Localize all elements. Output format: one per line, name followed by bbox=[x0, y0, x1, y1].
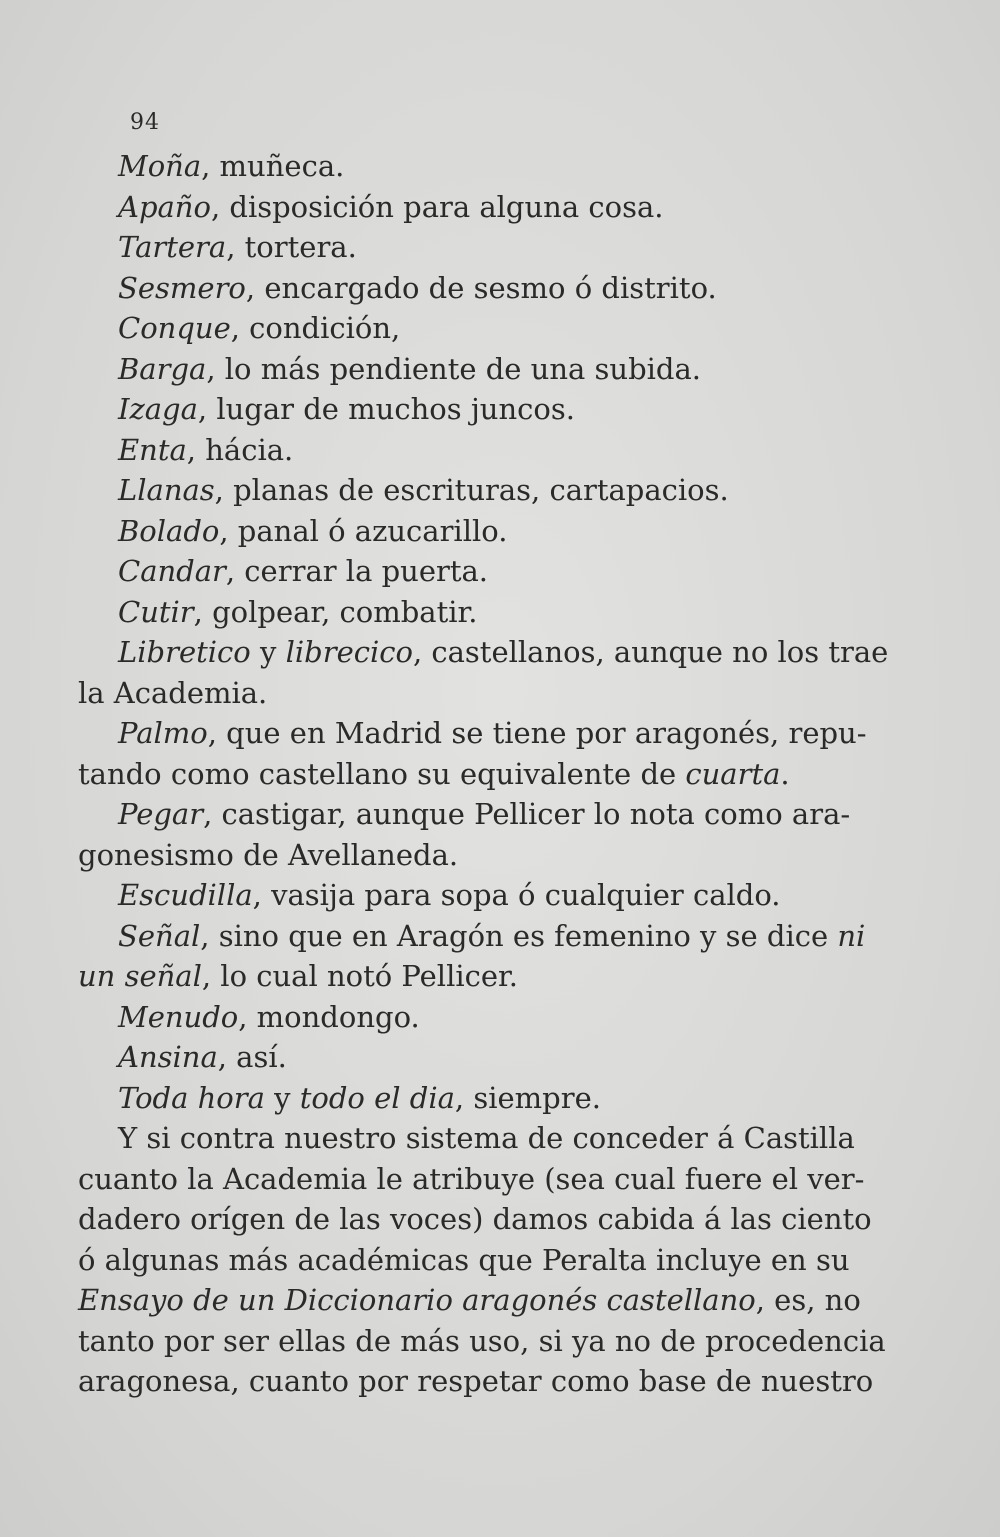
glossary-term: Tartera bbox=[118, 230, 227, 264]
paragraph-line: Y si contra nuestro sistema de conceder á Castilla bbox=[118, 1121, 855, 1155]
list-item bbox=[78, 551, 878, 592]
glossary-definition: , mondongo. bbox=[238, 999, 420, 1034]
list-item bbox=[78, 146, 878, 187]
glossary-definition: , disposición para alguna cosa. bbox=[210, 189, 664, 224]
glossary-term: librecico bbox=[285, 635, 413, 669]
list-item bbox=[78, 713, 878, 794]
entry-line: la Academia. bbox=[78, 675, 268, 710]
list-item bbox=[78, 227, 878, 268]
glossary-term: todo el dia bbox=[299, 1080, 455, 1115]
glossary-definition: , panal ó azucarillo. bbox=[219, 513, 508, 548]
glossary-definition: , sino que en Aragón es femenino y se dice bbox=[200, 918, 838, 953]
entry-line bbox=[78, 956, 878, 997]
paragraph-line bbox=[78, 1280, 878, 1321]
glossary-term: Ansina bbox=[118, 1040, 218, 1074]
entry-line bbox=[78, 632, 889, 673]
list-item bbox=[78, 1037, 878, 1078]
glossary-definition: , condición, bbox=[230, 311, 401, 345]
list-item bbox=[78, 430, 878, 471]
paragraph-line: aragonesa, cuanto por respetar como base de nuestro bbox=[78, 1364, 874, 1398]
glossary-term: Escudilla bbox=[118, 878, 253, 912]
glossary-term: Señal bbox=[118, 918, 201, 953]
entry-line: gonesismo de Avellaneda. bbox=[78, 837, 459, 872]
list-item bbox=[78, 916, 878, 997]
glossary-term: Menudo bbox=[118, 999, 239, 1034]
entry-line bbox=[78, 794, 878, 835]
italic-word: ni bbox=[837, 918, 866, 953]
glossary-term: Moña bbox=[118, 149, 202, 183]
glossary-term: Sesmero bbox=[118, 270, 246, 305]
glossary-definition: , lugar de muchos juncos. bbox=[197, 392, 575, 426]
glossary-definition: , que en Madrid se tiene por aragonés, repu- bbox=[207, 716, 867, 750]
entry-line bbox=[78, 754, 878, 795]
glossary-definition: , cerrar la puerta. bbox=[225, 554, 489, 588]
list-item bbox=[78, 511, 878, 552]
glossary-definition: , lo más pendiente de una subida. bbox=[206, 351, 701, 386]
punctuation: . bbox=[780, 756, 790, 791]
glossary-term: Toda hora bbox=[118, 1080, 265, 1115]
list-item bbox=[78, 187, 878, 228]
glossary-definition: , así. bbox=[217, 1040, 287, 1074]
paragraph-line: ó algunas más académicas que Peralta incluye en su bbox=[78, 1242, 850, 1277]
body-paragraph bbox=[78, 1118, 886, 1402]
glossary-definition: , castigar, aunque Pellicer lo nota como ara- bbox=[203, 797, 851, 831]
italic-word: cuarta bbox=[685, 756, 781, 791]
list-item bbox=[78, 632, 889, 713]
glossary-term: Cutir bbox=[118, 594, 194, 629]
paragraph-line: tanto por ser ellas de más uso, si ya no de procedencia bbox=[78, 1323, 886, 1358]
glossary-definition: , encargado de sesmo ó distrito. bbox=[245, 270, 717, 305]
glossary-term: Pegar bbox=[118, 797, 204, 831]
list-item bbox=[78, 875, 878, 916]
glossary-list bbox=[78, 146, 889, 1118]
glossary-definition: , tortera. bbox=[226, 230, 357, 264]
paragraph-text: , es, no bbox=[755, 1283, 861, 1317]
list-item bbox=[78, 389, 878, 430]
italic-phrase: un señal bbox=[78, 959, 202, 993]
definition-text: tando como castellano su equivalente de bbox=[78, 756, 686, 791]
glossary-definition: , planas de escrituras, cartapacios. bbox=[214, 473, 729, 507]
glossary-term: Izaga bbox=[118, 392, 198, 426]
glossary-definition: , muñeca. bbox=[201, 149, 345, 183]
glossary-definition: , castellanos, aunque no los trae bbox=[412, 635, 889, 669]
glossary-definition: , vasija para sopa ó cualquier caldo. bbox=[252, 878, 781, 912]
entry-line bbox=[78, 916, 878, 957]
glossary-term: Apaño bbox=[118, 189, 211, 224]
glossary-definition: , golpear, combatir. bbox=[193, 594, 478, 629]
book-title: Ensayo de un Diccionario aragonés castellano bbox=[78, 1283, 756, 1317]
book-page bbox=[78, 108, 889, 1402]
glossary-definition: , siempre. bbox=[454, 1080, 601, 1115]
list-item bbox=[78, 997, 878, 1038]
list-item bbox=[78, 794, 878, 875]
list-item bbox=[78, 349, 878, 390]
list-item bbox=[78, 592, 878, 633]
glossary-term: Bolado bbox=[118, 513, 220, 548]
connector-text: y bbox=[264, 1080, 300, 1115]
entry-line bbox=[78, 713, 878, 754]
glossary-term: Enta bbox=[118, 432, 187, 467]
glossary-term: Conque bbox=[118, 311, 231, 345]
connector-text: y bbox=[250, 635, 286, 669]
list-item bbox=[78, 308, 878, 349]
list-item bbox=[78, 268, 878, 309]
glossary-term: Palmo bbox=[118, 716, 208, 750]
paragraph-line: dadero orígen de las voces) damos cabida á las ciento bbox=[78, 1202, 872, 1236]
glossary-term: Candar bbox=[118, 554, 226, 588]
paragraph-line: cuanto la Academia le atribuye (sea cual fuere el ver- bbox=[78, 1161, 865, 1196]
definition-text: , lo cual notó Pellicer. bbox=[201, 959, 518, 993]
list-item bbox=[78, 470, 878, 511]
page-number: 94 bbox=[130, 110, 160, 135]
glossary-term: Barga bbox=[118, 351, 207, 386]
glossary-term: Libretico bbox=[118, 635, 251, 669]
glossary-definition: , hácia. bbox=[186, 432, 294, 467]
glossary-term: Llanas bbox=[118, 473, 215, 507]
list-item bbox=[78, 1078, 878, 1119]
